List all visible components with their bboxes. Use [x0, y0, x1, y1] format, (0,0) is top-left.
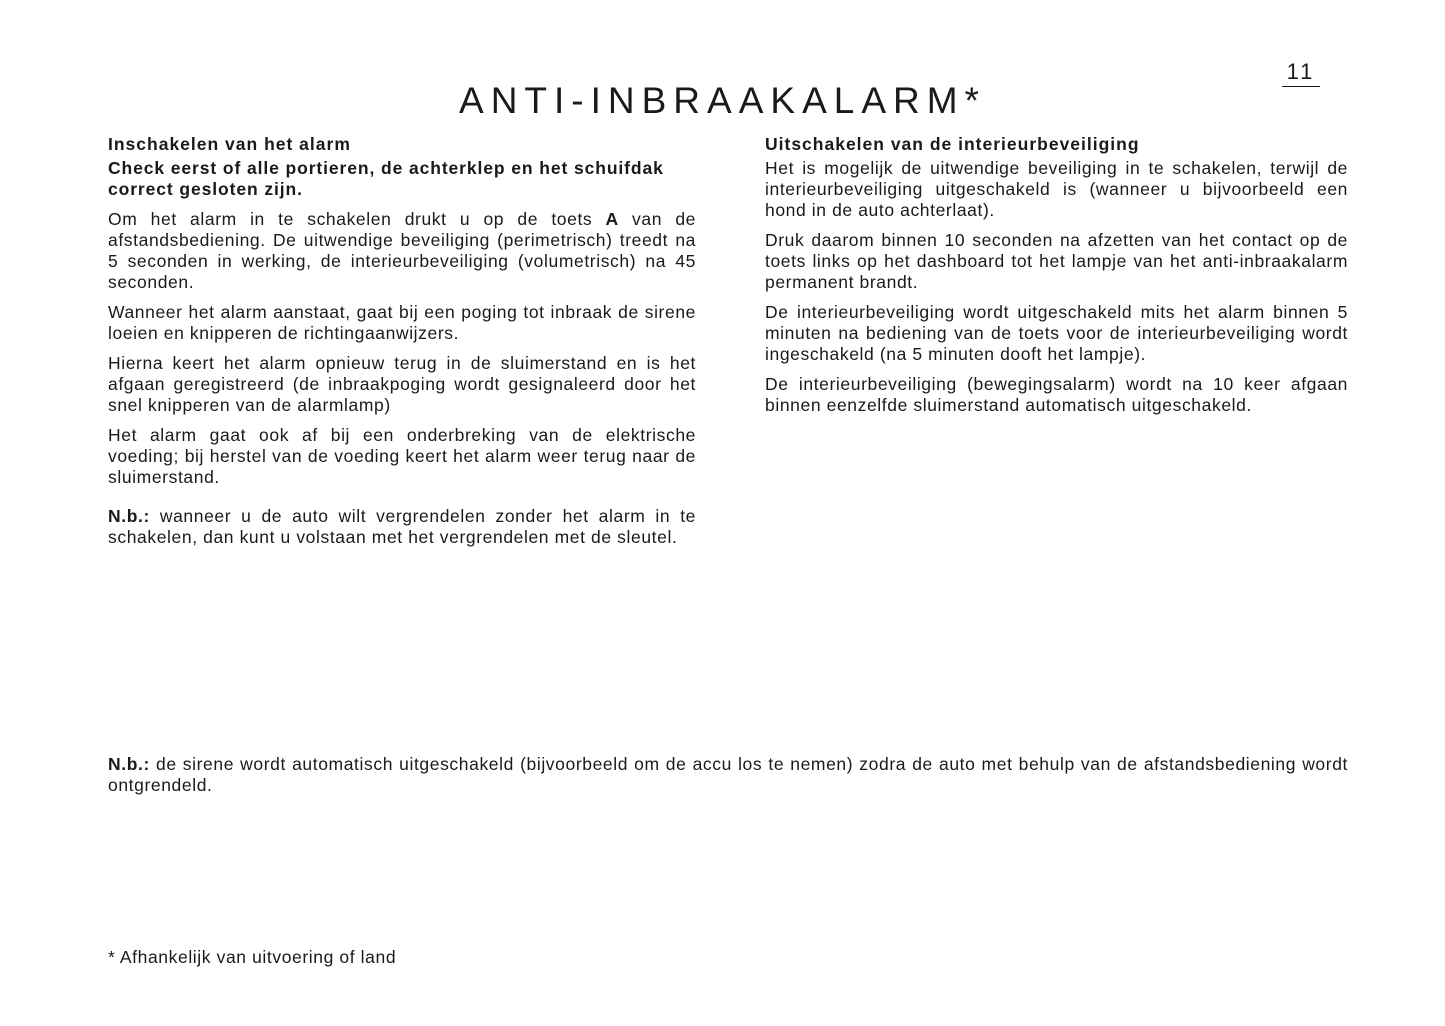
paragraph-activate-instructions — [108, 209, 696, 293]
note-lock-without-alarm — [108, 506, 696, 548]
warning-check-doors: Check eerst of alle portieren, de achterklep en het schuifdak correct gesloten zijn. — [108, 158, 664, 199]
paragraph-exterior-only: Het is mogelijk de uitwendige beveiliging in te schakelen, terwijl de interieurbeveiliging uitgeschakeld is (wanneer u bijvoorbeeld een hond in de auto achterlaat). — [765, 158, 1348, 220]
page-number: 11 — [1282, 60, 1320, 87]
paragraph-power-interruption: Het alarm gaat ook af bij een onderbreking van de elektrische voeding; bij herstel van de voeding keert het alarm weer terug naar de sluimerstand. — [108, 425, 696, 487]
text-segment: van de afstandsbediening. De uitwendige beveiliging (perimetrisch) treedt na 5 seconden in werking, de interieurbeveiliging (volumetrisch) na 45 seconden. — [108, 209, 696, 292]
page-title: ANTI-INBRAAKALARM* — [459, 79, 986, 121]
text-segment: Om het alarm in te schakelen drukt u op de toets — [108, 209, 606, 229]
left-column — [108, 134, 696, 557]
paragraph-auto-deactivation: De interieurbeveiliging (bewegingsalarm) wordt na 10 keer afgaan binnen eenzelfde sluimerstand automatisch uitgeschakeld. — [765, 374, 1348, 415]
footnote: * Afhankelijk van uitvoering of land — [108, 947, 397, 967]
paragraph-standby-return: Hierna keert het alarm opnieuw terug in de sluimerstand en is het afgaan geregistreerd (de inbraakpoging wordt gesignaleerd door het snel knipperen van de alarmlamp) — [108, 353, 696, 415]
paragraph-dashboard-button: Druk daarom binnen 10 seconden na afzetten van het contact op de toets links op het dashboard tot het lampje van het anti-inbraakalarm permanent brandt. — [765, 230, 1348, 292]
note-label: N.b.: — [108, 754, 150, 774]
note-text: wanneer u de auto wilt vergrendelen zonder het alarm in te schakelen, dan kunt u volstaan met het vergrendelen met de sleutel. — [108, 506, 696, 547]
note-siren-remote — [108, 754, 1348, 796]
right-column — [765, 134, 1348, 425]
section-heading-deactivate-interior: Uitschakelen van de interieurbeveiliging — [765, 134, 1140, 154]
paragraph-deactivation-condition: De interieurbeveiliging wordt uitgeschakeld mits het alarm binnen 5 minuten na bediening van de toets voor de interieurbeveiliging wordt ingeschakeld (na 5 minuten dooft het lampje). — [765, 302, 1348, 364]
key-label-a: A — [605, 209, 619, 229]
section-heading-activate-alarm: Inschakelen van het alarm — [108, 134, 351, 154]
paragraph-alarm-trigger: Wanneer het alarm aanstaat, gaat bij een poging tot inbraak de sirene loeien en knipperen de richtingaanwijzers. — [108, 302, 696, 343]
note-text: de sirene wordt automatisch uitgeschakeld (bijvoorbeeld om de accu los te nemen) zodra de auto met behulp van de afstandsbediening wordt ontgrendeld. — [108, 754, 1348, 795]
note-label: N.b.: — [108, 506, 150, 526]
